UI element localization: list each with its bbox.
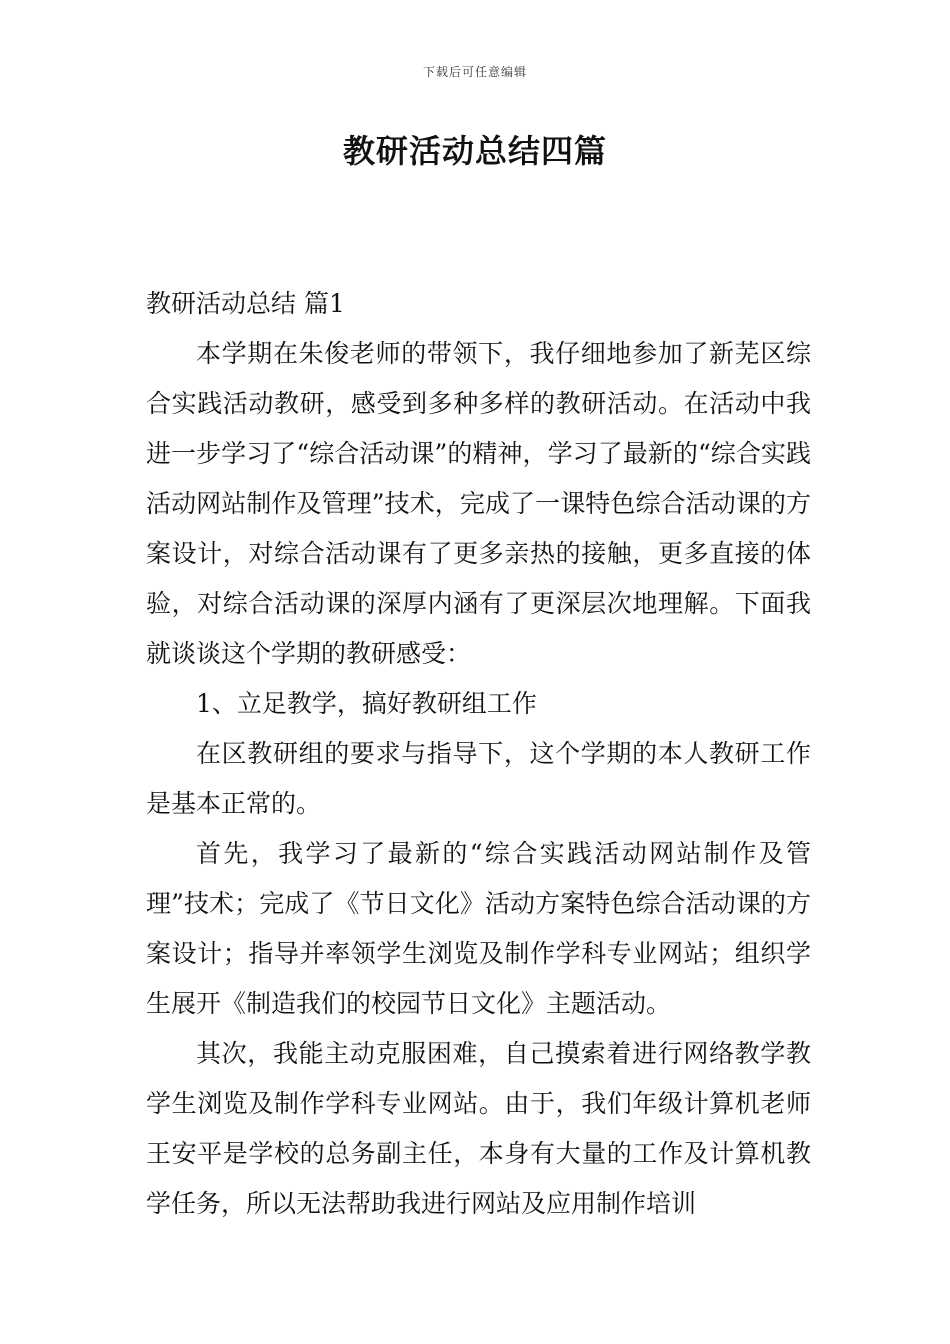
body-paragraph-second: 其次，我能主动克服困难，自己摸索着进行网络教学教学生浏览及制作学科专业网站。由于，我们年级计算机老师王安平是学校的总务副主任，本身有大量的工作及计算机教学任务，所以无法帮助我进行网站及应用制作培训 (146, 1039, 811, 1218)
document-body (146, 279, 811, 1229)
body-paragraph-intro: 本学期在朱俊老师的带领下，我仔细地参加了新芜区综合实践活动教研，感受到多种多样的教研活动。在活动中我进一步学习了“综合活动课”的精神，学习了最新的“综合实践活动网站制作及管理”技术，完成了一课特色综合活动课的方案设计，对综合活动课有了更多亲热的接触，更多直接的体验，对综合活动课的深厚内涵有了更深层次地理解。下面我就谈谈这个学期的教研感受： (146, 339, 811, 668)
document-title: 教研活动总结四篇 (342, 132, 607, 170)
body-paragraph-first: 首先，我学习了最新的“综合实践活动网站制作及管理”技术；完成了《节日文化》活动方案特色综合活动课的方案设计；指导并率领学生浏览及制作学科专业网站；组织学生展开《制造我们的校园节日文化》主题活动。 (146, 839, 811, 1018)
section-heading: 教研活动总结 篇1 (146, 289, 345, 318)
subheading-teaching-research: 1、立足教学，搞好教研组工作 (196, 689, 537, 718)
body-paragraph-guidance: 在区教研组的要求与指导下，这个学期的本人教研工作是基本正常的。 (146, 739, 811, 818)
header-note: 下载后可任意编辑 (422, 65, 527, 79)
